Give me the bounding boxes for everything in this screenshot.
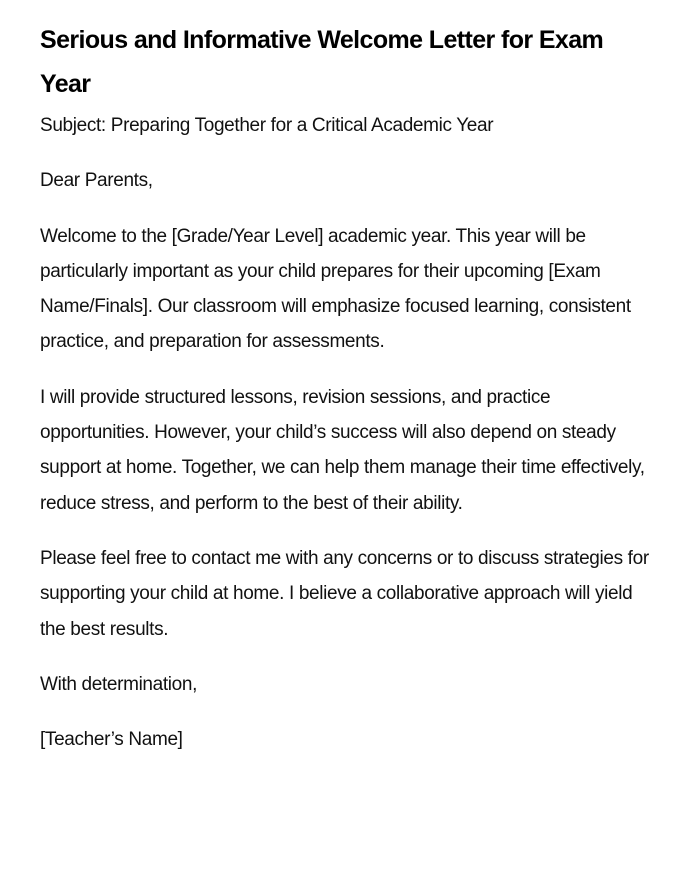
letter-salutation: Dear Parents, <box>40 170 153 192</box>
letter-title: Serious and Informative Welcome Letter for Exam Year <box>40 26 604 98</box>
letter-signature: [Teacher’s Name] <box>40 729 183 751</box>
letter-closing: With determination, <box>40 673 198 695</box>
letter-paragraph-contact: Please feel free to contact me with any concerns or to discuss strategies for supporting your child at home. I believe a collaborative approach will yield the best results. <box>40 547 649 640</box>
letter-paragraph-intro: Welcome to the [Grade/Year Level] academic year. This year will be particularly important as your child prepares for their upcoming [Exam Name/Finals]. Our classroom will emphasize focused learning, consistent practice, and preparation for assessments. <box>40 225 631 353</box>
letter-paragraph-support: I will provide structured lessons, revision sessions, and practice opportunities. However, your child’s success will also depend on steady support at home. Together, we can help them manage their time effectively, reduce stress, and perform to the best of their ability. <box>40 386 645 514</box>
letter-document <box>40 18 650 777</box>
letter-subject: Subject: Preparing Together for a Critical Academic Year <box>40 115 494 136</box>
